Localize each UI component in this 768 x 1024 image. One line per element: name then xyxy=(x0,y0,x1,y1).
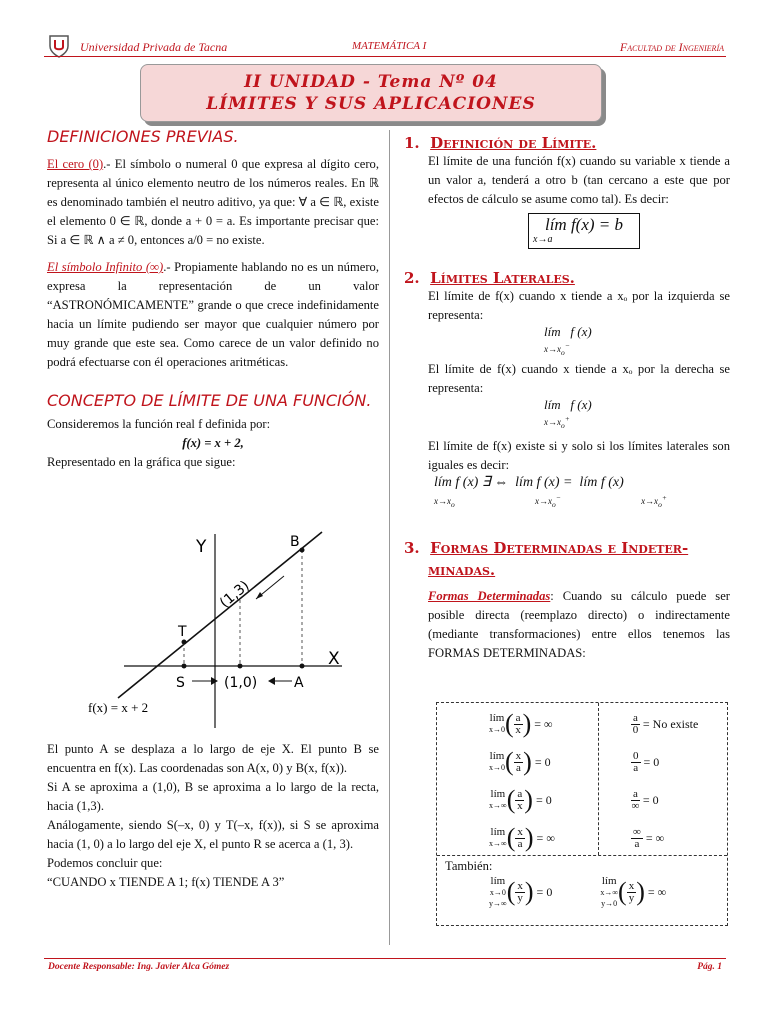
heading-definicion: 1. Definición de Límite. xyxy=(404,134,597,152)
lateral-equality-formula: lím f (x) ∃ ⇔ lím f (x) = lím f (x) $x\to x_o$ $x\to x_o^-$ $x\to x_o^+$ xyxy=(434,474,667,509)
tambien-label: También: xyxy=(445,859,493,873)
formas-label: Formas Determinadas xyxy=(428,589,551,604)
left-column xyxy=(47,128,379,472)
label-y: Y xyxy=(196,537,207,557)
paragraph-b: Si A se aproxima a (1,0), B se aproxima a lo largo de la recta, hacia (1,3). xyxy=(47,780,379,813)
lateral-right-text: El límite de f(x) cuando x tiende a xₒ por la derecha se representa: xyxy=(428,361,730,395)
header-rule xyxy=(44,56,726,57)
table-row: $\frac{a}{\infty}$ = 0 xyxy=(631,787,659,812)
cero-paragraph: El cero (0).- El símbolo o numeral 0 que expresa al dígito cero, representa al único elemento neutro de los números reales. En ℝ es denominado también el neutro aditivo, ya que: ∀ a ∈ ℝ, existe el elemento 0 ∈ ℝ, donde a + 0 = a. Es importante precisar que: Si a ∈ ℝ ∧ a ≠ 0, entonces a/0 = no existe. xyxy=(47,157,379,247)
title-line1: II UNIDAD - Tema Nº 04 xyxy=(244,72,498,92)
table-row: $\frac{0}{a}$ = 0 xyxy=(633,749,660,774)
left-column-bottom xyxy=(47,740,379,892)
lateral-left-formula: lím f (x) $x\to x_o^-$ xyxy=(544,324,592,357)
infinito-paragraph: El símbolo Infinito (∞).- Propiamente hablando no es un número, expresa la representación de un valor “ASTRONÓMICAMENTE” grande o que crece indefinidamente hacia un límite pudiendo ser mayor que cualquier número por muy grande que este sea. Como carece de un valor definido no podrá efectuarse con él operaciones aritméticas. xyxy=(47,260,380,369)
title-box xyxy=(140,64,602,122)
footer-teacher: Docente Responsable: Ing. Javier Alca Gómez xyxy=(48,962,230,972)
forms-table xyxy=(436,702,728,926)
column-divider xyxy=(389,130,390,945)
table-left-col xyxy=(489,707,555,859)
table-row: lím x→∞ ( $\frac{x}{a}$ ) = ∞ xyxy=(489,823,555,852)
header-course: MATEMÁTICA I xyxy=(352,40,427,52)
section-definiciones: DEFINICIONES PREVIAS. xyxy=(47,127,239,146)
footer-rule xyxy=(44,958,726,959)
table-row: lím x→0 ( $\frac{x}{a}$ ) = 0 xyxy=(489,747,551,776)
point-t xyxy=(182,640,187,645)
heading-formas: 3. Formas Determinadas e Indeter- minadas. xyxy=(404,539,689,580)
point-b xyxy=(300,548,305,553)
table-row: lím x→0 y→∞ ( $\frac{x}{y}$ ) = 0 xyxy=(489,874,553,908)
limit-formula: lím f(x) = b xyxy=(544,215,624,234)
footer-page: Pág. 1 xyxy=(697,962,722,972)
function-line xyxy=(118,532,322,698)
label-b: B xyxy=(290,534,300,550)
table-row: lím x→∞ ( $\frac{a}{x}$ ) = 0 xyxy=(489,785,552,814)
point-s xyxy=(182,664,187,669)
table-row: $\frac{a}{0}$ = No existe xyxy=(632,711,699,736)
label-fx: f(x) = x + 2 xyxy=(88,700,149,715)
label-x: X xyxy=(328,649,340,669)
definicion-text: El límite de una función f(x) cuando su variable x tiende a un valor a, tenderá a otro b (tan cercano a este que por efectos de cálculo se asume como tal). Es decir: xyxy=(428,154,730,206)
lateral-exists-text: El límite de f(x) existe si y solo si los límites laterales son iguales es decir: xyxy=(428,438,730,472)
right-column xyxy=(404,134,730,663)
label-10: (1,0) xyxy=(224,675,258,691)
title-line2: LÍMITES Y SUS APLICACIONES xyxy=(206,94,536,114)
heading-laterales: 2. Límites Laterales. xyxy=(404,269,575,287)
header-faculty: Facultad de Ingeniería xyxy=(619,40,724,54)
infinito-label: El símbolo Infinito (∞) xyxy=(47,260,164,274)
label-t: T xyxy=(178,624,187,640)
label-13: (1,3) xyxy=(216,577,253,612)
table-row: lím x→∞ y→0 ( $\frac{x}{y}$ ) = ∞ xyxy=(600,874,667,908)
point-a xyxy=(300,664,305,669)
graph-intro: Representado en la gráfica que sigue: xyxy=(47,455,236,469)
label-a: A xyxy=(294,675,304,691)
table-bottom-row xyxy=(489,875,666,909)
section-concepto: CONCEPTO DE LÍMITE DE UNA FUNCIÓN. xyxy=(47,391,372,410)
header-university: Universidad Privada de Tacna xyxy=(80,40,228,54)
function-def: f(x) = x + 2, xyxy=(182,436,244,450)
lateral-right-formula: lím f (x) $x\to x_o^+$ xyxy=(544,396,592,430)
lateral-left-text: El límite de f(x) cuando x tiende a xₒ por la izquierda se representa: xyxy=(428,289,730,322)
limit-formula-sub: x→a xyxy=(533,234,553,245)
cero-label: El cero (0) xyxy=(47,157,104,171)
limit-formula-box xyxy=(528,213,640,249)
table-right-col xyxy=(631,707,698,859)
function-graph xyxy=(80,530,360,730)
conclusion: “CUANDO x TIENDE A 1; f(x) TIENDE A 3” xyxy=(47,875,285,889)
label-s: S xyxy=(176,675,185,691)
paragraph-a: El punto A se desplaza a lo largo de eje X. El punto B se encuentra en f(x). Las coordenadas son A(x, 0) y B(x, f(x)). xyxy=(47,742,379,775)
point-10 xyxy=(238,664,243,669)
table-row: lím x→0 ( $\frac{a}{x}$ ) = ∞ xyxy=(489,709,553,738)
consider-text: Consideremos la función real f definida por: xyxy=(47,417,271,431)
formas-text: Formas Determinadas: Cuando su cálculo puede ser posible directa (reemplazo directo) o indirectamente (mediante transformaciones) entre ellos tenemos las FORMAS DETERMINADAS: xyxy=(428,589,730,661)
paragraph-d: Podemos concluir que: xyxy=(47,856,163,870)
university-logo xyxy=(48,34,70,58)
paragraph-c: Análogamente, siendo S(–x, 0) y T(–x, f(x)), si S se aproxima hacia (1, 0) a lo largo del eje X, el punto R se acerca a (1, 3). xyxy=(47,818,379,851)
table-row: $\frac{\infty}{a}$ = ∞ xyxy=(633,825,665,850)
